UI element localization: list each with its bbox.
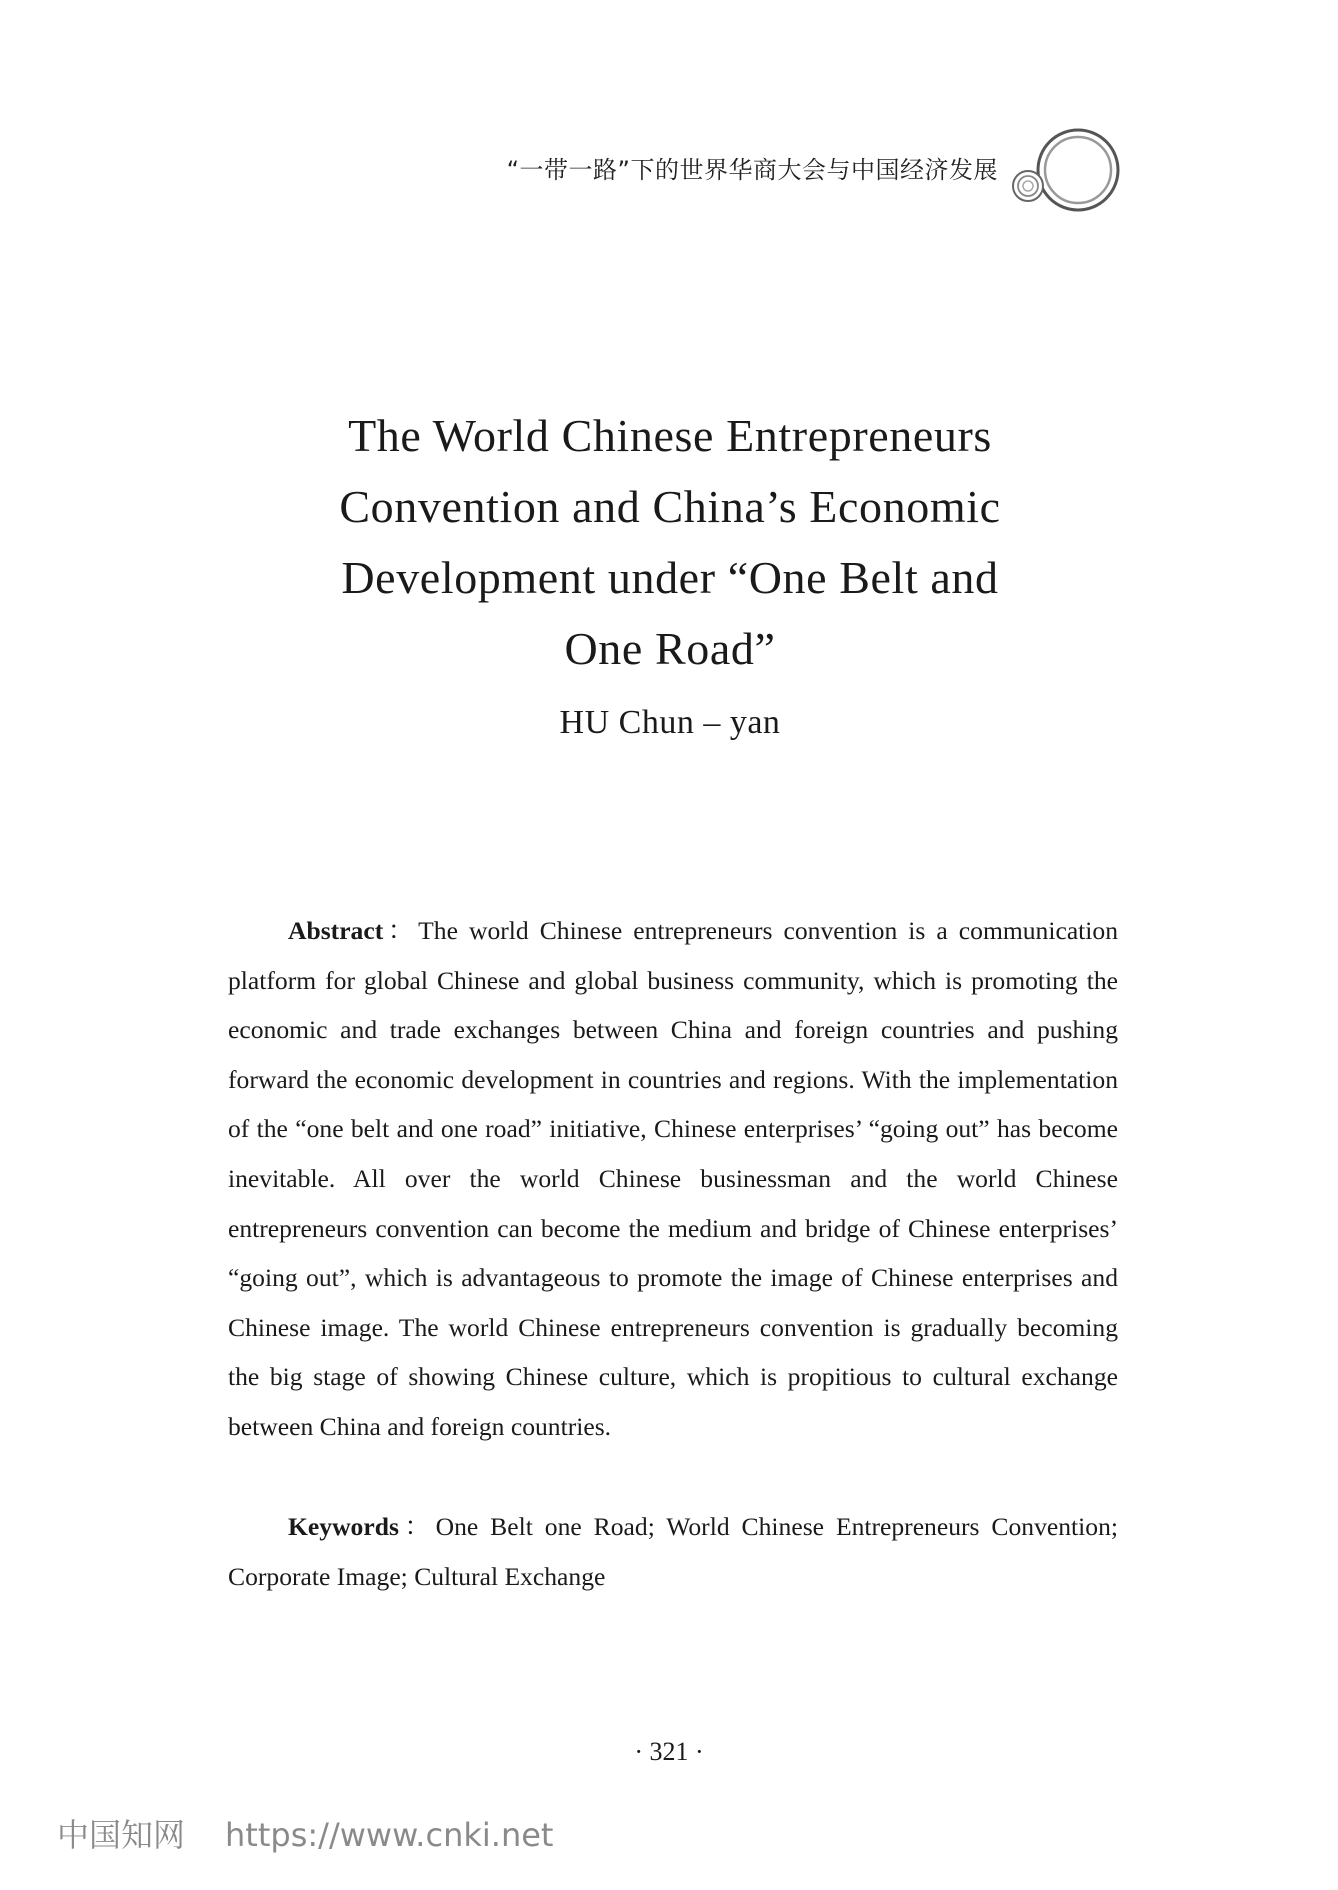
title-line: One Road” bbox=[564, 623, 776, 674]
article-title bbox=[220, 400, 1120, 684]
watermark-brand: 中国知网 bbox=[57, 1816, 186, 1854]
abstract-paragraph bbox=[228, 906, 1118, 1452]
title-line: Development under “One Belt and bbox=[341, 552, 999, 603]
keywords-label: Keywords bbox=[288, 1512, 399, 1541]
concentric-circles-icon bbox=[1008, 124, 1128, 216]
abstract-text: The world Chinese entrepreneurs convention is a communication platform for global Chinese and global business community, which is promoting the economic and trade exchanges between China and foreign countries and pushing forward the economic development in countries and regions. With the implementation of the “one belt and one road” initiative, Chinese enterprises’ “going out” has become inevitable. All over the world Chinese businessman and the world Chinese entrepreneurs convention can become the medium and bridge of Chinese enterprises’ “going out”, which is advantageous to promote the image of Chinese enterprises and Chinese image. The world Chinese entrepreneurs convention is gradually becoming the big stage of showing Chinese culture, which is propitious to cultural exchange between China and foreign countries. bbox=[228, 916, 1118, 1441]
title-line: Convention and China’s Economic bbox=[339, 481, 1001, 532]
running-header: “一带一路”下的世界华商大会与中国经济发展 bbox=[506, 156, 998, 184]
cnki-watermark bbox=[57, 1810, 553, 1856]
abstract-label: Abstract bbox=[288, 916, 384, 945]
page-number: · 321 · bbox=[634, 1737, 704, 1766]
watermark-url[interactable]: https://www.cnki.net bbox=[225, 1816, 554, 1854]
author-name: HU Chun – yan bbox=[559, 704, 781, 741]
title-line: The World Chinese Entrepreneurs bbox=[348, 410, 992, 461]
abstract-separator: ： bbox=[383, 916, 419, 945]
keywords-separator: ： bbox=[398, 1512, 436, 1541]
keywords-text: One Belt one Road; World Chinese Entrepreneurs Convention; Corporate Image; Cultural Exchange bbox=[228, 1512, 1118, 1592]
keywords-paragraph bbox=[228, 1502, 1118, 1603]
